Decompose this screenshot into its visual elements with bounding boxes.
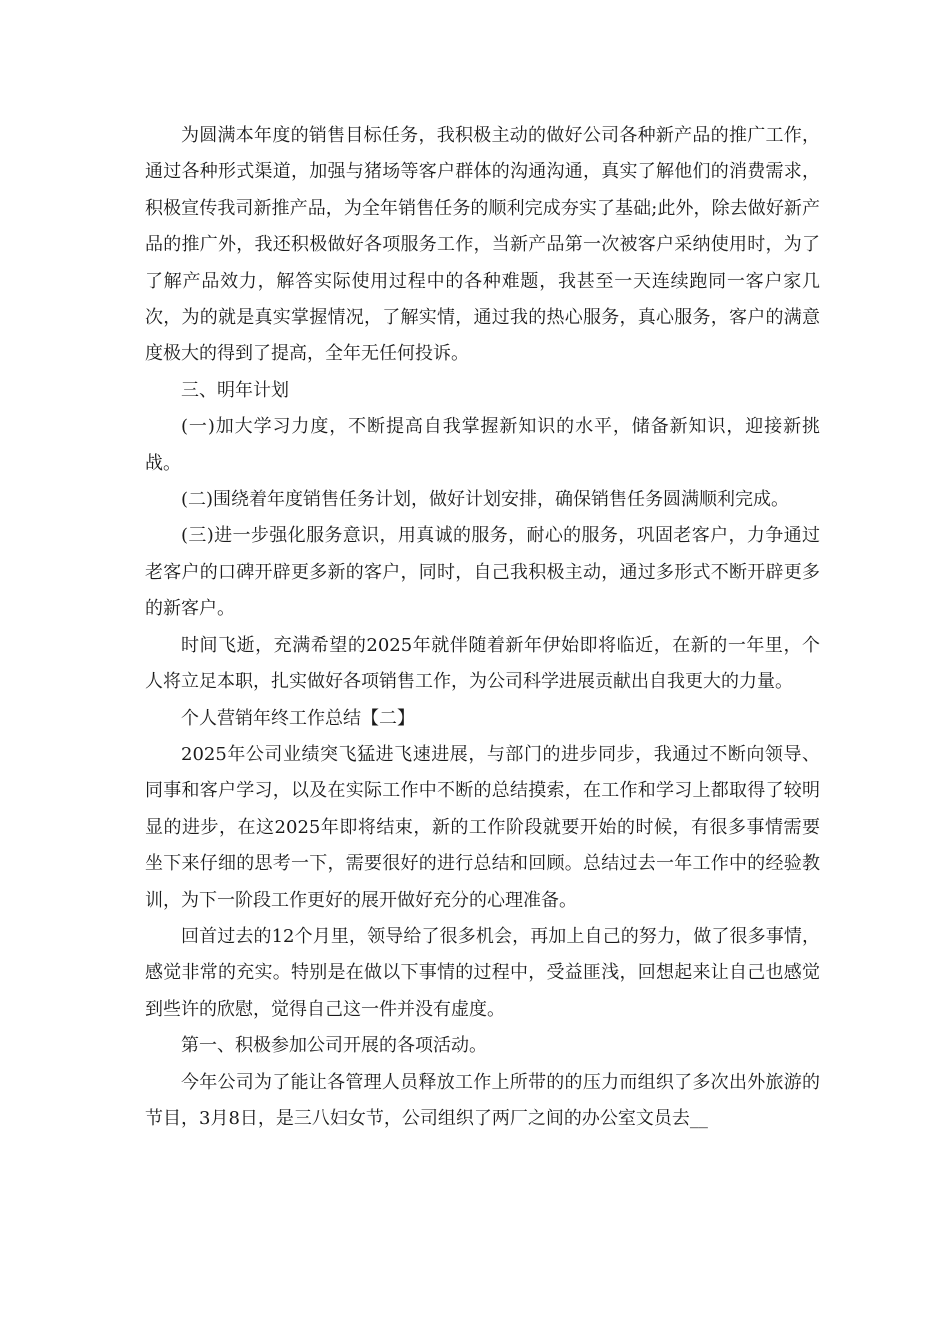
paragraph-company-trips: 今年公司为了能让各管理人员释放工作上所带的的压力而组织了多次出外旅游的节目，3月8日，是三八妇女节，公司组织了两厂之间的办公室文员去__ <box>145 1071 820 1129</box>
plan-item-1: (一)加大学习力度，不断提高自我掌握新知识的水平，储备新知识，迎接新挑战。 <box>145 416 820 474</box>
paragraph-2025-progress: 2025年公司业绩突飞猛进飞速进展，与部门的进步同步，我通过不断向领导、同事和客户学习，以及在实际工作中不断的总结摸索，在工作和学习上都取得了较明显的进步，在这2025年即将结束，新的工作阶段就要开始的时候，有很多事情需要坐下来仔细的思考一下，需要很好的进行总结和回顾。总结过去一年工作中的经验教训，为下一阶段工作更好的展开做好充分的心理准备。 <box>145 743 820 911</box>
plan-item-2: (二)围绕着年度销售任务计划，做好计划安排，确保销售任务圆满顺利完成。 <box>181 489 790 511</box>
paragraph-product-promotion: 为圆满本年度的销售目标任务，我积极主动的做好公司各种新产品的推广工作，通过各种形式渠道，加强与猪场等客户群体的沟通沟通，真实了解他们的消费需求，积极宣传我司新推产品，为全年销售任务的顺利完成夯实了基础;此外，除去做好新产品的推广外，我还积极做好各项服务工作，当新产品第一次被客户采纳使用时，为了了解产品效力，解答实际使用过程中的各种难题，我甚至一天连续跑同一客户家几次，为的就是真实掌握情况，了解实情，通过我的热心服务，真心服务，客户的满意度极大的得到了提高，全年无任何投诉。 <box>145 125 820 365</box>
heading-first-activities: 第一、积极参加公司开展的各项活动。 <box>181 1035 487 1057</box>
document-body <box>145 118 820 1137</box>
plan-item-3: (三)进一步强化服务意识，用真诚的服务，耐心的服务，巩固老客户，力争通过老客户的口碑开辟更多新的客户，同时，自己我积极主动，通过多形式不断开辟更多的新客户。 <box>145 525 820 620</box>
paragraph-closing: 时间飞逝，充满希望的2025年就伴随着新年伊始即将临近，在新的一年里，个人将立足本职，扎实做好各项销售工作，为公司科学进展贡献出自我更大的力量。 <box>145 634 820 693</box>
section-title-summary-2: 个人营销年终工作总结【二】 <box>181 707 415 729</box>
heading-next-year-plan: 三、明年计划 <box>181 379 289 401</box>
paragraph-looking-back: 回首过去的12个月里，领导给了很多机会，再加上自己的努力，做了很多事情，感觉非常的充实。特别是在做以下事情的过程中，受益匪浅，回想起来让自己也感觉到些许的欣慰，觉得自己这一件并没有虚度。 <box>145 925 820 1020</box>
